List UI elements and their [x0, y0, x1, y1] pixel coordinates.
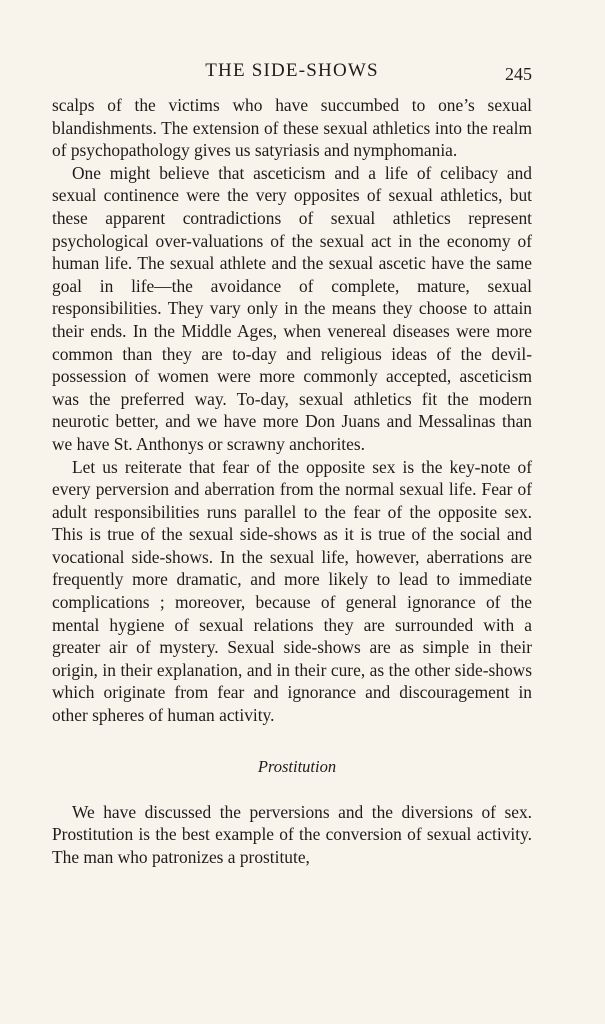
- running-head-title: THE SIDE-SHOWS: [205, 60, 379, 81]
- page-number: 245: [505, 64, 532, 84]
- paragraph-3: Let us reiterate that fear of the opposite sex is the key-note of every perversion and aberration from the normal sexual life. Fear of adult responsibilities runs parallel to the fear of the opposite sex. This is true of the sexual side-shows as it is true of the social and vocational side-shows. In the sexual life, however, aberrations are frequently more dramatic, and more likely to lead to immediate complications ; moreover, because of general ignorance of the mental hygiene of sexual relations they are surrounded with a greater air of mystery. Sexual side-shows are as simple in their origin, in their explanation, and in their cure, as the other side-shows which originate from fear and ignorance and discouragement in other spheres of human activity.: [52, 456, 532, 726]
- section-paragraph: We have discussed the perversions and the diversions of sex. Prostitution is the best example of the conversion of sexual activity. The man who patronizes a prostitute,: [52, 801, 532, 867]
- body-text: [52, 94, 532, 727]
- paragraph-1: scalps of the victims who have succumbed to one’s sexual blandishments. The extension of these sexual athletics into the realm of psychopathology gives us satyriasis and nymphomania.: [52, 95, 532, 161]
- paragraph-2: One might believe that asceticism and a life of celibacy and sexual continence were the very opposites of sexual athletics, but these apparent contradictions of sexual athletics represent psychological over-valuations of the sexual act in the economy of human life. The sexual athlete and the sexual ascetic have the same goal in life—the avoidance of complete, mature, sexual responsibilities. They vary only in the means they choose to attain their ends. In the Middle Ages, when venereal diseases were more common than they are to-day and religious ideas of the devil-possession of women were more commonly accepted, asceticism was the preferred way. To-day, sexual athletics fit the modern neurotic better, and we have more Don Juans and Messalinas than we have St. Anthonys or scrawny anchorites.: [52, 162, 532, 454]
- section-body: [52, 801, 532, 869]
- section-heading: Prostitution: [257, 756, 337, 776]
- book-page: [52, 58, 532, 868]
- running-head: [52, 58, 532, 88]
